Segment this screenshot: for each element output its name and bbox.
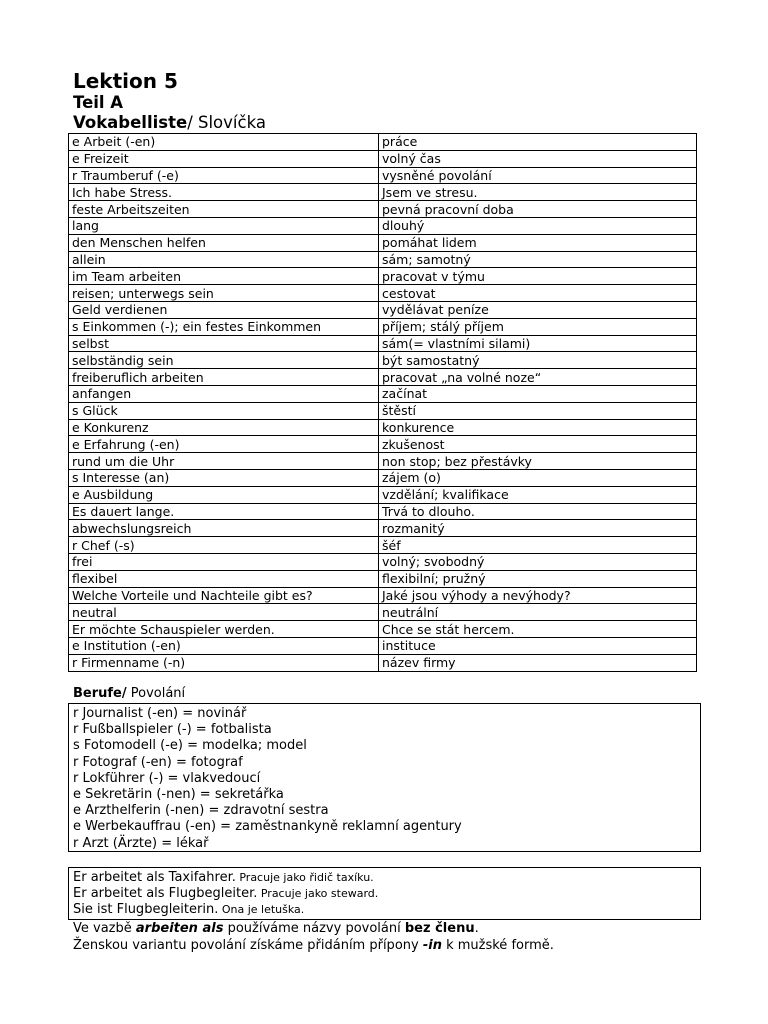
note-emphasis: -in <box>422 937 442 953</box>
german-term: reisen; unterwegs sein <box>69 285 379 302</box>
vocab-row <box>69 318 697 335</box>
example-czech: Ona je letuška. <box>218 903 305 917</box>
czech-translation: volný; svobodný <box>379 553 697 570</box>
german-term: e Erfahrung (-en) <box>69 436 379 453</box>
example-line <box>73 886 696 902</box>
vocab-row <box>69 453 697 470</box>
german-term: selbständig sein <box>69 352 379 369</box>
example-german: Sie ist Flugbegleiterin. <box>73 902 219 918</box>
czech-translation: dlouhý <box>379 217 697 234</box>
czech-translation: Trvá to dlouho. <box>379 503 697 520</box>
vocab-row <box>69 268 697 285</box>
czech-translation: pomáhat lidem <box>379 234 697 251</box>
vocab-row <box>69 587 697 604</box>
berufe-item: s Fotomodell (-e) = modelka; model <box>73 738 307 754</box>
vocab-row <box>69 537 697 554</box>
vocab-heading-bold: Vokabelliste <box>73 113 188 132</box>
czech-translation: rozmanitý <box>379 520 697 537</box>
czech-translation: zájem (o) <box>379 469 697 486</box>
vocab-row <box>69 184 697 201</box>
vocab-row <box>69 369 697 386</box>
german-term: s Einkommen (-); ein festes Einkommen <box>69 318 379 335</box>
german-term: r Traumberuf (-e) <box>69 167 379 184</box>
vocab-row <box>69 637 697 654</box>
berufe-heading-rest: Povolání <box>126 686 186 701</box>
vocab-row <box>69 604 697 621</box>
vocabulary-table-body <box>69 134 697 672</box>
vocab-row <box>69 553 697 570</box>
vocab-row <box>69 520 697 537</box>
vocab-row <box>69 570 697 587</box>
german-term: den Menschen helfen <box>69 234 379 251</box>
czech-translation: šéf <box>379 537 697 554</box>
vocab-row <box>69 134 697 151</box>
german-term: e Institution (-en) <box>69 637 379 654</box>
czech-translation: příjem; stálý příjem <box>379 318 697 335</box>
note-emphasis: arbeiten als <box>135 921 224 936</box>
czech-translation: volný čas <box>379 150 697 167</box>
berufe-item: r Arzt (Ärzte) = lékař <box>73 835 209 851</box>
german-term: selbst <box>69 335 379 352</box>
german-term: Welche Vorteile und Nachteile gibt es? <box>69 587 379 604</box>
lesson-title: Lektion 5 <box>73 69 178 93</box>
czech-translation: sám(= vlastními silami) <box>379 335 697 352</box>
german-term: flexibel <box>69 570 379 587</box>
vocab-row <box>69 217 697 234</box>
berufe-heading <box>73 686 185 702</box>
vocab-row <box>69 402 697 419</box>
german-term: im Team arbeiten <box>69 268 379 285</box>
vocab-row <box>69 201 697 218</box>
example-german: Er arbeitet als Flugbegleiter. <box>73 886 258 902</box>
vocab-row <box>69 469 697 486</box>
german-term: neutral <box>69 604 379 621</box>
examples-box <box>68 867 701 920</box>
czech-translation: název firmy <box>379 654 697 671</box>
vocab-row <box>69 503 697 520</box>
part-title: Teil A <box>73 93 124 112</box>
vocab-row <box>69 621 697 638</box>
vocab-row <box>69 385 697 402</box>
berufe-item: e Sekretärin (-nen) = sekretářka <box>73 787 284 803</box>
german-term: anfangen <box>69 385 379 402</box>
german-term: lang <box>69 217 379 234</box>
vocab-heading <box>73 113 266 133</box>
czech-translation: neutrální <box>379 604 697 621</box>
german-term: e Freizeit <box>69 150 379 167</box>
german-term: Geld verdienen <box>69 301 379 318</box>
german-term: frei <box>69 553 379 570</box>
czech-translation: vydělávat peníze <box>379 301 697 318</box>
german-term: Ich habe Stress. <box>69 184 379 201</box>
czech-translation: zkušenost <box>379 436 697 453</box>
czech-translation: vzdělání; kvalifikace <box>379 486 697 503</box>
czech-translation: práce <box>379 134 697 151</box>
note-text: . <box>474 921 479 936</box>
czech-translation: Jsem ve stresu. <box>379 184 697 201</box>
vocab-row <box>69 167 697 184</box>
vocab-row <box>69 335 697 352</box>
german-term: Es dauert lange. <box>69 503 379 520</box>
berufe-item: r Fotograf (-en) = fotograf <box>73 754 243 770</box>
german-term: feste Arbeitszeiten <box>69 201 379 218</box>
czech-translation: pracovat „na volné noze“ <box>379 369 697 386</box>
note-text: Ve vazbě <box>73 921 136 936</box>
czech-translation: instituce <box>379 637 697 654</box>
czech-translation: sám; samotný <box>379 251 697 268</box>
vocab-row <box>69 285 697 302</box>
berufe-item: r Lokführer (-) = vlakvedoucí <box>73 770 261 786</box>
vocab-row <box>69 150 697 167</box>
note-bold: bez členu <box>404 921 475 936</box>
czech-translation: vysněné povolání <box>379 167 697 184</box>
czech-translation: být samostatný <box>379 352 697 369</box>
example-line <box>73 902 696 918</box>
vocabulary-table <box>68 133 697 672</box>
czech-translation: konkurence <box>379 419 697 436</box>
german-term: r Chef (-s) <box>69 537 379 554</box>
german-term: rund um die Uhr <box>69 453 379 470</box>
vocab-row <box>69 251 697 268</box>
german-term: s Glück <box>69 402 379 419</box>
berufe-box <box>68 703 701 852</box>
berufe-item: r Journalist (-en) = novinář <box>73 706 247 721</box>
german-term: freiberuflich arbeiten <box>69 369 379 386</box>
german-term: s Interesse (an) <box>69 469 379 486</box>
note-text: používáme názvy povolání <box>223 921 405 936</box>
czech-translation: pevná pracovní doba <box>379 201 697 218</box>
berufe-item: r Fußballspieler (-) = fotbalista <box>73 722 272 738</box>
czech-translation: pracovat v týmu <box>379 268 697 285</box>
german-term: e Konkurenz <box>69 419 379 436</box>
note-text: k mužské formě. <box>441 937 554 953</box>
german-term: e Ausbildung <box>69 486 379 503</box>
german-term: r Firmenname (-n) <box>69 654 379 671</box>
vocab-row <box>69 234 697 251</box>
czech-translation: štěstí <box>379 402 697 419</box>
vocab-row <box>69 654 697 671</box>
title-block <box>73 70 266 133</box>
berufe-item: e Arzthelferin (-nen) = zdravotní sestra <box>73 803 329 819</box>
example-czech: Pracuje jako řidič taxíku. <box>235 871 374 884</box>
berufe-heading-bold: Berufe/ <box>73 686 127 701</box>
berufe-item: e Werbekauffrau (-en) = zaměstnankyně reklamní agentury <box>73 819 462 835</box>
german-term: e Arbeit (-en) <box>69 134 379 151</box>
vocab-row <box>69 352 697 369</box>
german-term: Er möchte Schauspieler werden. <box>69 621 379 638</box>
czech-translation: non stop; bez přestávky <box>379 453 697 470</box>
german-term: allein <box>69 251 379 268</box>
note-line-1 <box>73 921 554 938</box>
czech-translation: cestovat <box>379 285 697 302</box>
german-term: abwechslungsreich <box>69 520 379 537</box>
note-text: Ženskou variantu povolání získáme přidáním přípony <box>73 937 423 953</box>
czech-translation: Chce se stát hercem. <box>379 621 697 638</box>
vocab-row <box>69 301 697 318</box>
czech-translation: začínat <box>379 385 697 402</box>
example-line <box>73 870 696 886</box>
example-czech: Pracuje jako steward. <box>257 887 379 901</box>
vocab-row <box>69 436 697 453</box>
note-line-2 <box>73 938 554 955</box>
example-german: Er arbeitet als Taxifahrer. <box>73 870 236 885</box>
czech-translation: Jaké jsou výhody a nevýhody? <box>379 587 697 604</box>
czech-translation: flexibilní; pružný <box>379 570 697 587</box>
vocab-row <box>69 486 697 503</box>
vocab-heading-rest: / Slovíčka <box>187 113 266 132</box>
grammar-notes <box>73 921 554 954</box>
vocab-row <box>69 419 697 436</box>
